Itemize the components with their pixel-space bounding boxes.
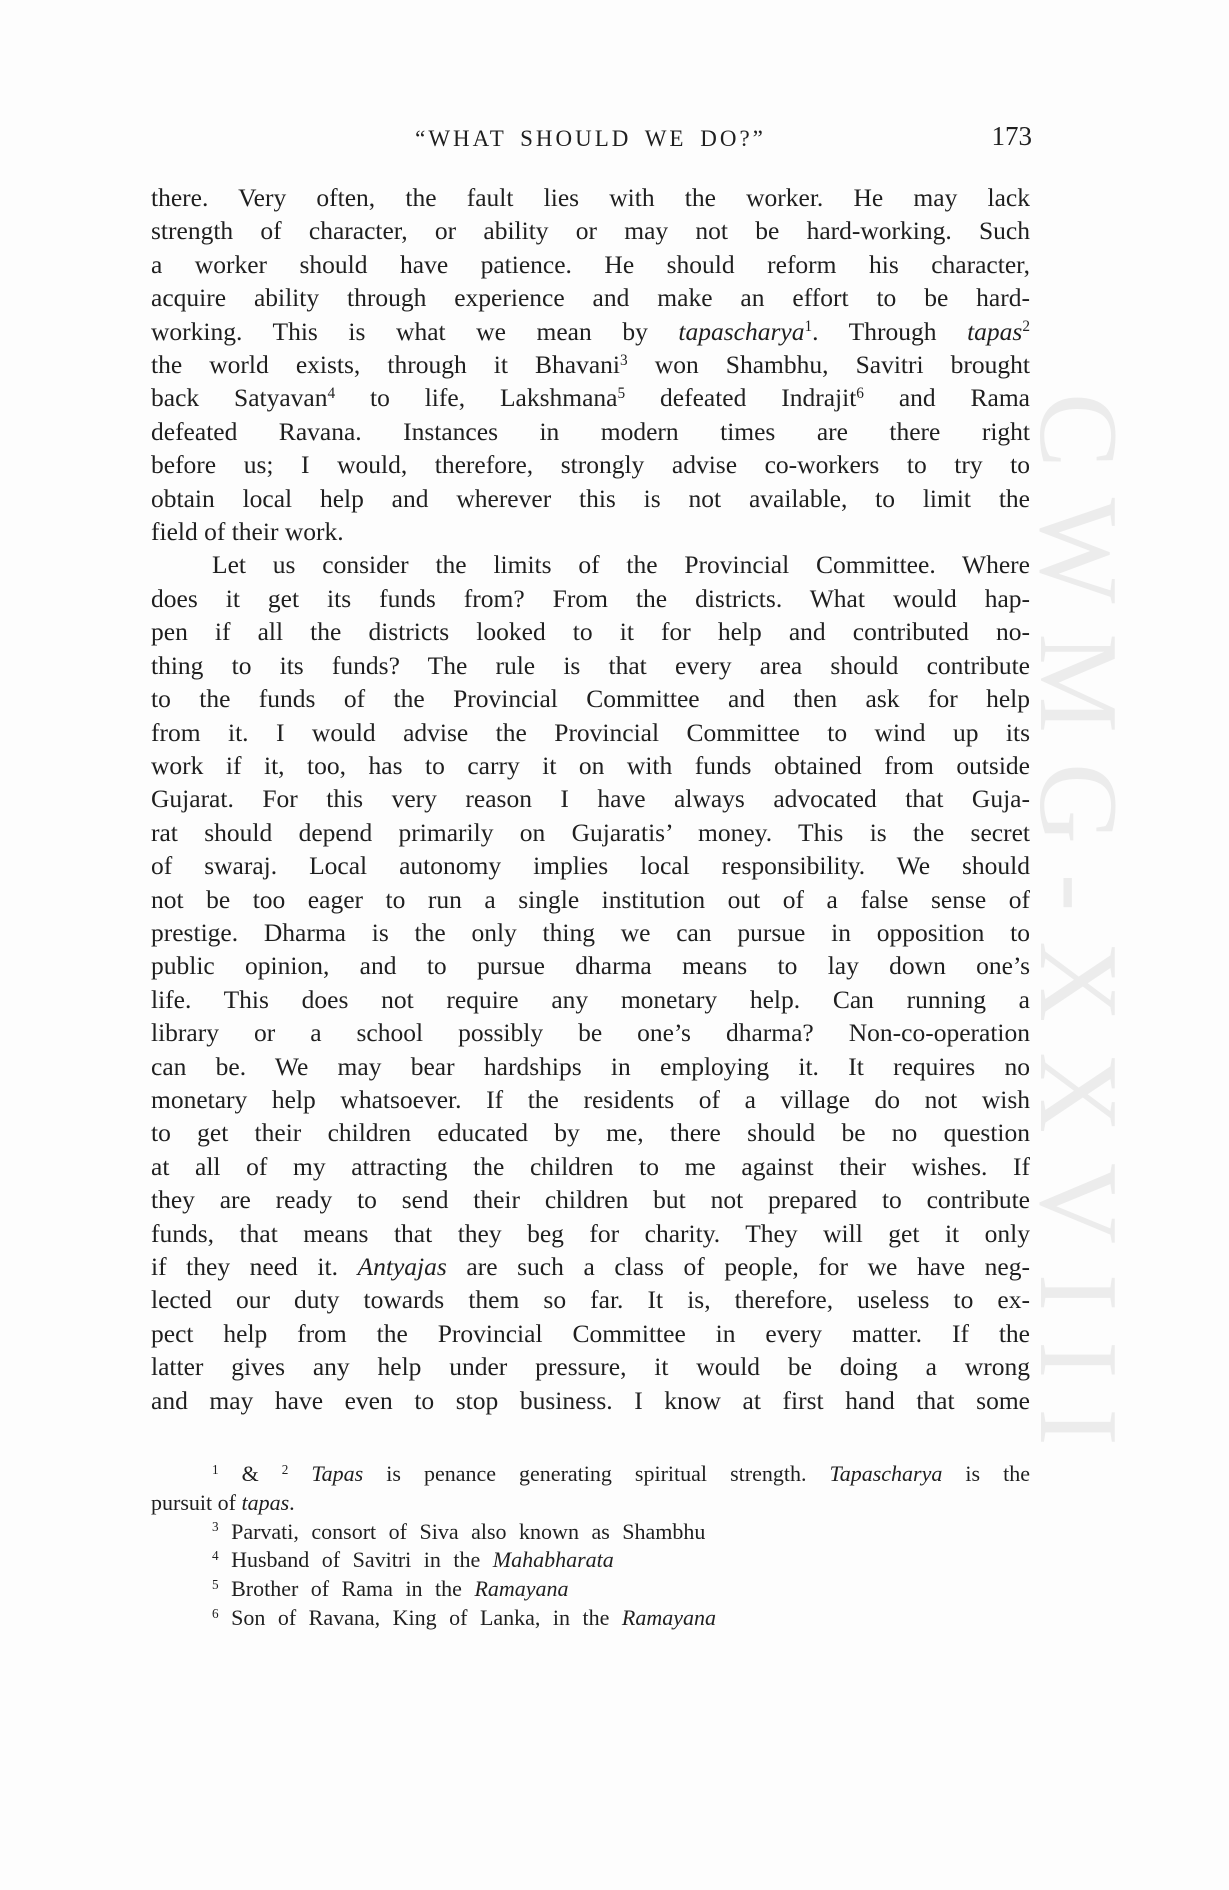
text-line: and may have even to stop business. I know at first hand that some [151, 1385, 1030, 1415]
text-line: funds, that means that they beg for charity. They will get it only [151, 1218, 1030, 1248]
text-line: they are ready to send their children but not prepared to contribute [151, 1185, 1030, 1215]
page-title: “WHAT SHOULD WE DO?” [415, 126, 766, 151]
footnote-line: $^6$ Son of Ravana, King of Lanka, in the Ramayana [212, 1604, 716, 1630]
text-line: not be too eager to run a single institution out of a false sense of [151, 884, 1030, 914]
text-line: strength of character, or ability or may not be hard-working. Such [151, 216, 1030, 246]
text-line: lected our duty towards them so far. It is, therefore, useless to ex- [151, 1285, 1030, 1315]
text-line: library or a school possibly be one’s dharma? Non-co-operation [151, 1018, 1030, 1048]
text-line: a worker should have patience. He should reform his character, [151, 249, 1030, 279]
text-line: work if it, too, has to carry it on with funds obtained from outside [151, 750, 1030, 780]
text-line: back Satyavan$^4$ to life, Lakshmana$^5$ defeated Indrajit$^6$ and Rama [151, 383, 1030, 413]
text-line: rat should depend primarily on Gujaratis’ money. This is the secret [151, 817, 1030, 847]
text-line: there. Very often, the fault lies with the worker. He may lack [151, 183, 1030, 212]
text-line: obtain local help and wherever this is not available, to limit the [151, 483, 1030, 513]
footnote-line: pursuit of tapas. [151, 1489, 295, 1515]
footnote-line: $^3$ Parvati, consort of Siva also known as Shambhu [212, 1518, 706, 1544]
text-line: Let us consider the limits of the Provincial Committee. Where [212, 550, 1030, 580]
text-line: before us; I would, therefore, strongly advise co-workers to try to [151, 450, 1030, 480]
text-line: at all of my attracting the children to me against their wishes. If [151, 1151, 1030, 1181]
text-line: defeated Ravana. Instances in modern times are there right [151, 416, 1030, 446]
text-line: if they need it. Antyajas are such a class of people, for we have neg- [151, 1252, 1030, 1281]
footnote-section [151, 1460, 1030, 1633]
text-line: working. This is what we mean by tapascharya$^1$. Through tapas$^2$ [151, 316, 1030, 346]
text-line: pen if all the districts looked to it for help and contributed no- [151, 617, 1030, 647]
text-line: Gujarat. For this very reason I have always advocated that Guja- [151, 784, 1030, 814]
text-line: prestige. Dharma is the only thing we can pursue in opposition to [151, 917, 1030, 947]
text-line: life. This does not require any monetary help. Can running a [151, 984, 1030, 1014]
text-line: public opinion, and to pursue dharma means to lay down one’s [151, 951, 1030, 981]
text-line: thing to its funds? The rule is that every area should contribute [151, 650, 1030, 680]
watermark-text: CWMG-XXVIII [1016, 393, 1140, 1476]
footnote-line: $^5$ Brother of Rama in the Ramayana [212, 1576, 569, 1602]
text-line: latter gives any help under pressure, it would be doing a wrong [151, 1352, 1030, 1382]
text-line: monetary help whatsoever. If the residents of a village do not wish [151, 1084, 1030, 1114]
page-number: 173 [991, 121, 1032, 151]
paragraph [151, 181, 1030, 548]
text-line: field of their work. [151, 517, 344, 547]
text-line: acquire ability through experience and make an effort to be hard- [151, 283, 1030, 313]
body-text [151, 181, 1030, 1417]
footnote-line: $^4$ Husband of Savitri in the Mahabharata [212, 1547, 614, 1573]
text-line: of swaraj. Local autonomy implies local responsibility. We should [151, 851, 1030, 881]
text-line: to get their children educated by me, there should be no question [151, 1118, 1030, 1148]
text-line: does it get its funds from? From the districts. What would hap- [151, 583, 1030, 613]
text-line: the world exists, through it Bhavani$^3$ won Shambhu, Savitri brought [151, 350, 1030, 380]
text-line: pect help from the Provincial Committee in every matter. If the [151, 1318, 1030, 1348]
footnote-line: $^1$ & $^2$ Tapas is penance generating spiritual strength. Tapascharya is the [212, 1461, 1030, 1486]
paragraph [151, 548, 1030, 1417]
text-line: can be. We may bear hardships in employing it. It requires no [151, 1051, 1030, 1081]
text-line: to the funds of the Provincial Committee and then ask for help [151, 684, 1030, 714]
text-line: from it. I would advise the Provincial Committee to wind up its [151, 717, 1030, 747]
